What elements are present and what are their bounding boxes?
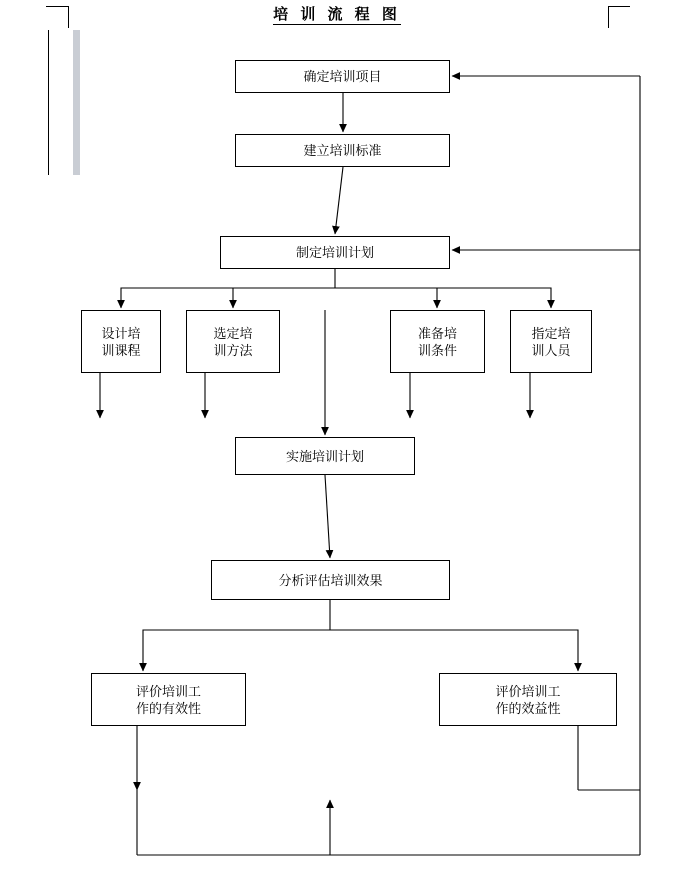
node-label-line: 选定培 (213, 325, 253, 341)
node-analyze-effect[interactable] (211, 560, 450, 600)
node-label-line: 训人员 (531, 342, 571, 358)
node-label: 分析评估培训效果 (278, 572, 383, 588)
node-label-line: 评价培训工 (135, 683, 201, 699)
node-label: 制定培训计划 (295, 245, 374, 260)
node-label-line: 设计培 (101, 325, 141, 341)
node-label-line: 训方法 (213, 342, 253, 358)
node-select-method[interactable] (186, 310, 280, 373)
node-assign-personnel[interactable] (510, 310, 592, 373)
node-confirm-project[interactable] (235, 60, 450, 93)
page-title: 培 训 流 程 图 (273, 6, 401, 23)
node-label-line: 指定培 (531, 325, 571, 341)
node-label: 确定培训项目 (303, 69, 382, 84)
node-label-line: 训条件 (417, 342, 457, 358)
node-evaluate-benefit[interactable] (439, 673, 617, 726)
node-label-line: 评价培训工 (495, 683, 561, 699)
node-evaluate-validity[interactable] (91, 673, 246, 726)
node-label-line: 准备培 (417, 325, 457, 341)
node-label-line: 作的效益性 (495, 700, 561, 716)
node-establish-standard[interactable] (235, 134, 450, 167)
node-label: 实施培训计划 (285, 448, 364, 464)
node-implement-plan[interactable] (235, 437, 415, 475)
node-label-line: 作的有效性 (135, 700, 201, 716)
node-label: 建立培训标准 (303, 143, 382, 158)
node-make-plan[interactable] (220, 236, 450, 269)
node-label-line: 训课程 (101, 342, 141, 358)
node-design-course[interactable] (81, 310, 161, 373)
node-prepare-condition[interactable] (390, 310, 485, 373)
